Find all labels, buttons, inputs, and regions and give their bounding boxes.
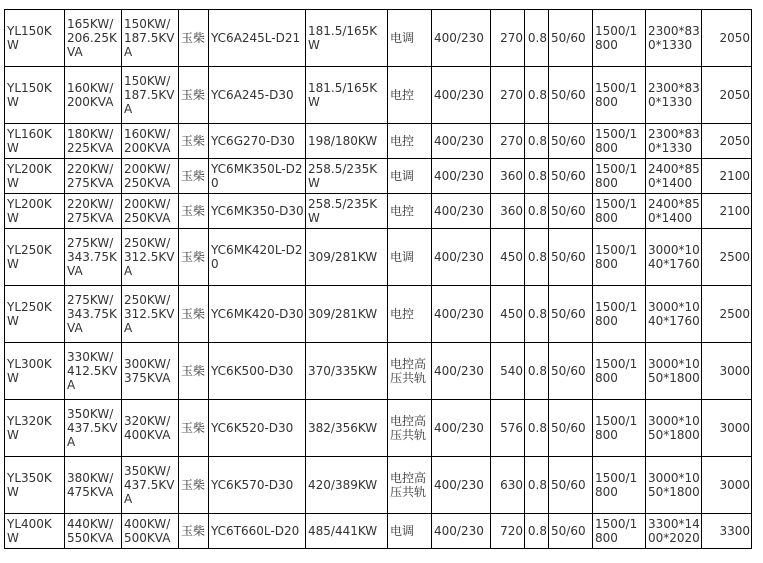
- cell-engine-power: 258.5/235KW: [306, 194, 388, 229]
- cell-current: 270: [491, 10, 525, 67]
- cell-brand: 玉柴: [179, 159, 209, 194]
- cell-governor: 电控: [388, 124, 432, 159]
- cell-voltage: 400/230: [432, 67, 491, 124]
- table-row: [5, 159, 752, 194]
- cell-model: YL250KW: [5, 229, 65, 286]
- cell-frequency: 50/60: [549, 343, 593, 400]
- cell-frequency: 50/60: [549, 159, 593, 194]
- cell-current: 450: [491, 229, 525, 286]
- cell-brand: 玉柴: [179, 514, 209, 549]
- cell-speed: 1500/1800: [593, 286, 646, 343]
- cell-engine-model: YC6A245-D30: [209, 67, 306, 124]
- spec-table-body: [5, 10, 752, 549]
- cell-current: 630: [491, 457, 525, 514]
- cell-engine-power: 181.5/165KW: [306, 67, 388, 124]
- cell-speed: 1500/1800: [593, 457, 646, 514]
- cell-governor: 电控: [388, 67, 432, 124]
- cell-speed: 1500/1800: [593, 400, 646, 457]
- cell-dimensions: 3000*1050*1800: [646, 457, 702, 514]
- cell-engine-power: 181.5/165KW: [306, 10, 388, 67]
- cell-speed: 1500/1800: [593, 194, 646, 229]
- cell-model: YL350KW: [5, 457, 65, 514]
- cell-frequency: 50/60: [549, 514, 593, 549]
- cell-voltage: 400/230: [432, 194, 491, 229]
- cell-standby-power: 160KW/200KVA: [122, 124, 179, 159]
- cell-prime-power: 440KW/550KVA: [65, 514, 122, 549]
- cell-current: 540: [491, 343, 525, 400]
- cell-current: 720: [491, 514, 525, 549]
- cell-engine-power: 198/180KW: [306, 124, 388, 159]
- cell-brand: 玉柴: [179, 194, 209, 229]
- cell-dimensions: 3000*1040*1760: [646, 229, 702, 286]
- cell-dimensions: 3300*1400*2020: [646, 514, 702, 549]
- cell-dimensions: 3000*1040*1760: [646, 286, 702, 343]
- cell-brand: 玉柴: [179, 457, 209, 514]
- cell-prime-power: 275KW/343.75KVA: [65, 229, 122, 286]
- table-row: [5, 10, 752, 67]
- cell-power-factor: 0.8: [525, 10, 549, 67]
- cell-dimensions: 2300*830*1330: [646, 67, 702, 124]
- cell-voltage: 400/230: [432, 514, 491, 549]
- cell-weight: 2050: [702, 67, 752, 124]
- cell-weight: 2500: [702, 229, 752, 286]
- cell-brand: 玉柴: [179, 229, 209, 286]
- cell-engine-power: 485/441KW: [306, 514, 388, 549]
- table-row: [5, 286, 752, 343]
- table-row: [5, 194, 752, 229]
- table-row: [5, 343, 752, 400]
- cell-weight: 2100: [702, 159, 752, 194]
- cell-standby-power: 200KW/250KVA: [122, 194, 179, 229]
- table-row: [5, 67, 752, 124]
- cell-speed: 1500/1800: [593, 343, 646, 400]
- cell-weight: 2500: [702, 286, 752, 343]
- cell-frequency: 50/60: [549, 67, 593, 124]
- cell-brand: 玉柴: [179, 124, 209, 159]
- cell-voltage: 400/230: [432, 457, 491, 514]
- cell-engine-power: 382/356KW: [306, 400, 388, 457]
- cell-frequency: 50/60: [549, 229, 593, 286]
- cell-dimensions: 2300*830*1330: [646, 10, 702, 67]
- cell-prime-power: 220KW/275KVA: [65, 159, 122, 194]
- cell-engine-power: 258.5/235KW: [306, 159, 388, 194]
- cell-governor: 电控: [388, 286, 432, 343]
- cell-brand: 玉柴: [179, 10, 209, 67]
- cell-voltage: 400/230: [432, 229, 491, 286]
- cell-brand: 玉柴: [179, 286, 209, 343]
- cell-speed: 1500/1800: [593, 67, 646, 124]
- cell-engine-model: YC6K520-D30: [209, 400, 306, 457]
- cell-dimensions: 2300*830*1330: [646, 124, 702, 159]
- cell-prime-power: 180KW/225KVA: [65, 124, 122, 159]
- cell-dimensions: 2400*850*1400: [646, 159, 702, 194]
- cell-prime-power: 380KW/475KVA: [65, 457, 122, 514]
- cell-governor: 电控高压共轨: [388, 457, 432, 514]
- cell-standby-power: 150KW/187.5KVA: [122, 10, 179, 67]
- cell-weight: 2050: [702, 124, 752, 159]
- cell-weight: 2050: [702, 10, 752, 67]
- cell-model: YL320KW: [5, 400, 65, 457]
- spec-table-container: [4, 9, 752, 549]
- cell-governor: 电调: [388, 229, 432, 286]
- cell-model: YL300KW: [5, 343, 65, 400]
- cell-current: 576: [491, 400, 525, 457]
- cell-voltage: 400/230: [432, 159, 491, 194]
- cell-power-factor: 0.8: [525, 514, 549, 549]
- cell-dimensions: 2400*850*1400: [646, 194, 702, 229]
- cell-current: 450: [491, 286, 525, 343]
- cell-engine-model: YC6A245L-D21: [209, 10, 306, 67]
- cell-voltage: 400/230: [432, 10, 491, 67]
- table-row: [5, 400, 752, 457]
- cell-brand: 玉柴: [179, 67, 209, 124]
- cell-prime-power: 275KW/343.75KVA: [65, 286, 122, 343]
- cell-speed: 1500/1800: [593, 514, 646, 549]
- cell-engine-model: YC6K570-D30: [209, 457, 306, 514]
- cell-power-factor: 0.8: [525, 67, 549, 124]
- cell-power-factor: 0.8: [525, 124, 549, 159]
- cell-brand: 玉柴: [179, 343, 209, 400]
- table-row: [5, 514, 752, 549]
- cell-frequency: 50/60: [549, 286, 593, 343]
- cell-standby-power: 300KW/375KVA: [122, 343, 179, 400]
- cell-weight: 3000: [702, 400, 752, 457]
- cell-standby-power: 400KW/500KVA: [122, 514, 179, 549]
- cell-frequency: 50/60: [549, 124, 593, 159]
- cell-governor: 电控: [388, 194, 432, 229]
- table-row: [5, 457, 752, 514]
- cell-model: YL200KW: [5, 194, 65, 229]
- cell-current: 270: [491, 124, 525, 159]
- cell-weight: 3000: [702, 343, 752, 400]
- cell-model: YL150KW: [5, 10, 65, 67]
- cell-engine-power: 309/281KW: [306, 286, 388, 343]
- cell-prime-power: 220KW/275KVA: [65, 194, 122, 229]
- cell-dimensions: 3000*1050*1800: [646, 400, 702, 457]
- cell-power-factor: 0.8: [525, 457, 549, 514]
- cell-weight: 3000: [702, 457, 752, 514]
- cell-power-factor: 0.8: [525, 229, 549, 286]
- cell-standby-power: 350KW/437.5KVA: [122, 457, 179, 514]
- cell-prime-power: 160KW/200KVA: [65, 67, 122, 124]
- cell-model: YL160KW: [5, 124, 65, 159]
- cell-model: YL150KW: [5, 67, 65, 124]
- cell-engine-model: YC6MK350-D30: [209, 194, 306, 229]
- cell-engine-power: 370/335KW: [306, 343, 388, 400]
- cell-voltage: 400/230: [432, 124, 491, 159]
- cell-voltage: 400/230: [432, 400, 491, 457]
- cell-power-factor: 0.8: [525, 343, 549, 400]
- cell-weight: 3300: [702, 514, 752, 549]
- cell-standby-power: 150KW/187.5KVA: [122, 67, 179, 124]
- cell-current: 270: [491, 67, 525, 124]
- cell-frequency: 50/60: [549, 457, 593, 514]
- cell-current: 360: [491, 194, 525, 229]
- cell-frequency: 50/60: [549, 194, 593, 229]
- cell-voltage: 400/230: [432, 343, 491, 400]
- cell-power-factor: 0.8: [525, 159, 549, 194]
- cell-prime-power: 330KW/412.5KVA: [65, 343, 122, 400]
- generator-spec-table: [4, 9, 752, 549]
- cell-speed: 1500/1800: [593, 124, 646, 159]
- cell-governor: 电控高压共轨: [388, 343, 432, 400]
- cell-governor: 电调: [388, 514, 432, 549]
- cell-model: YL400KW: [5, 514, 65, 549]
- cell-prime-power: 350KW/437.5KVA: [65, 400, 122, 457]
- cell-frequency: 50/60: [549, 400, 593, 457]
- cell-prime-power: 165KW/206.25KVA: [65, 10, 122, 67]
- cell-engine-power: 420/389KW: [306, 457, 388, 514]
- cell-standby-power: 320KW/400KVA: [122, 400, 179, 457]
- cell-engine-model: YC6G270-D30: [209, 124, 306, 159]
- table-row: [5, 229, 752, 286]
- cell-standby-power: 250KW/312.5KVA: [122, 229, 179, 286]
- cell-power-factor: 0.8: [525, 286, 549, 343]
- cell-engine-model: YC6MK420-D30: [209, 286, 306, 343]
- cell-frequency: 50/60: [549, 10, 593, 67]
- cell-brand: 玉柴: [179, 400, 209, 457]
- cell-governor: 电控高压共轨: [388, 400, 432, 457]
- cell-speed: 1500/1800: [593, 159, 646, 194]
- cell-standby-power: 200KW/250KVA: [122, 159, 179, 194]
- table-row: [5, 124, 752, 159]
- cell-engine-power: 309/281KW: [306, 229, 388, 286]
- cell-engine-model: YC6T660L-D20: [209, 514, 306, 549]
- cell-engine-model: YC6MK350L-D20: [209, 159, 306, 194]
- cell-model: YL200KW: [5, 159, 65, 194]
- cell-power-factor: 0.8: [525, 400, 549, 457]
- cell-model: YL250KW: [5, 286, 65, 343]
- cell-governor: 电调: [388, 10, 432, 67]
- cell-power-factor: 0.8: [525, 194, 549, 229]
- cell-dimensions: 3000*1050*1800: [646, 343, 702, 400]
- cell-speed: 1500/1800: [593, 229, 646, 286]
- cell-engine-model: YC6MK420L-D20: [209, 229, 306, 286]
- cell-standby-power: 250KW/312.5KVA: [122, 286, 179, 343]
- cell-voltage: 400/230: [432, 286, 491, 343]
- cell-speed: 1500/1800: [593, 10, 646, 67]
- cell-current: 360: [491, 159, 525, 194]
- cell-governor: 电调: [388, 159, 432, 194]
- cell-weight: 2100: [702, 194, 752, 229]
- cell-engine-model: YC6K500-D30: [209, 343, 306, 400]
